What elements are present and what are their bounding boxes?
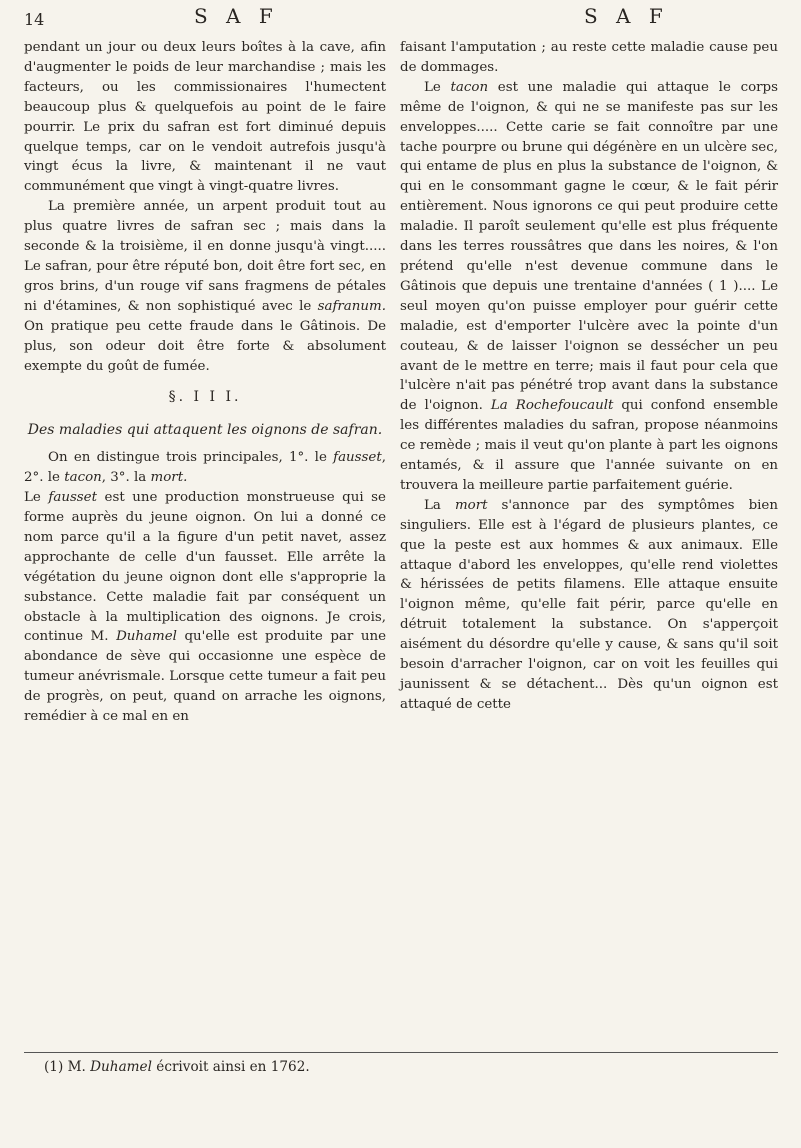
section-title: Des maladies qui attaquent les oignons de safran. — [27, 422, 383, 439]
right-column — [400, 38, 778, 715]
section-number: §. I I I. — [168, 389, 242, 406]
paragraph: On en distingue trois principales, 1°. le fausset, 2°. le tacon, 3°. la mort. — [24, 450, 386, 486]
left-running-title: S A F — [194, 4, 279, 28]
paragraph: La première année, un arpent produit tout au plus quatre livres de safran sec ; mais dans la seconde & la troisième, il en donne jusqu'à vingt..... Le safran, pour être réputé bon, doit être fort sec, en gros brins, d'un rouge vif sans fragmens de pétales ni d'étamines, & non sophistiqué avec le safranum. On pratique peu cette fraude dans le Gâtinois. De plus, son odeur doit être forte & absolument exempte du goût de fumée. — [24, 199, 386, 374]
paragraph: Le fausset est une production monstrueuse qui se forme auprès du jeune oignon. On lui a donné ce nom parce qu'il a la figure d'un petit navet, assez approchante de celle d'un fausset. Elle arrête la végétation du jeune oignon dont elle s'approprie la substance. Cette maladie fait par conséquent un obstacle à la multiplication des oignons. Je crois, continue M. Duhamel qu'elle est produite par une abondance de sève qui occasionne une espèce de tumeur anévrismale. Lorsque cette tumeur a fait peu de progrès, on peut, quand on arrache les oignons, remédier à ce mal en en — [24, 490, 386, 725]
paragraph: Le tacon est une maladie qui attaque le corps même de l'oignon, & qui ne se manifeste pas sur les enveloppes..... Cette carie se fait connoître par une tache pourpre ou brune qui dégénère en un ulcère sec, qui entame de plus en plus la substance de l'oignon, & qui en le consommant gagne le cœur, & le fait périr entièrement. Nous ignorons ce qui peut produire cette maladie. Il paroît seulement qu'elle est plus fréquente dans les terres roussâtres que dans les noires, & l'on prétend qu'elle n'est devenue commune dans le Gâtinois que depuis une trentaine d'années ( 1 ).... Le seul moyen qu'on puisse employer pour guérir cette maladie, est d'emporter l'ulcère avec la pointe d'un couteau, & de laisser l'oignon se dessécher un peu avant de le mettre en terre; mais il faut pour cela que l'ulcère n'ait pas pénétré trop avant dans la substance de l'oignon. La Rochefoucault qui confond ensemble les différentes maladies du safran, propose néanmoins ce remède ; mais il veut qu'on plante à part les oignons entamés, & il assure que l'année suivante on en trouvera la meilleure partie parfaitement guérie. — [400, 79, 779, 493]
page-header — [24, 4, 784, 38]
paragraph: La mort s'annonce par des symptômes bien singuliers. Elle est à l'égard de plusieurs plantes, ce que la peste est aux hommes & aux animaux. Elle attaque d'abord les enveloppes, qu'elle rend violettes & hérissées de petits filamens. Elle attaque ensuite l'oignon même, qu'elle fait périr, parce qu'elle en détruit totalement la substance. On s'apperçoit aisément du désordre qu'elle y cause, & sans qu'il soit besoin d'arracher l'oignon, car on voit les feuilles qui jaunissent & se détachent... Dès qu'un oignon est attaqué de cette — [400, 497, 778, 712]
page-number: 14 — [24, 10, 45, 29]
left-column — [24, 38, 386, 727]
right-running-title: S A F — [584, 4, 669, 28]
footnote-rule — [24, 1052, 778, 1053]
paragraph: pendant un jour ou deux leurs boîtes à la cave, afin d'augmenter le poids de leur marchandise ; mais les facteurs, ou les commissionaires l'humectent beaucoup plus & quelquefois au point de le faire pourrir. Le prix du safran est fort diminué depuis quelque temps, car on le vendoit autrefois jusqu'à vingt écus la livre, & maintenant il ne vaut communément que vingt à vingt-quatre livres. — [24, 40, 386, 195]
paragraph: faisant l'amputation ; au reste cette maladie cause peu de dommages. — [400, 40, 778, 75]
footnote: (1) M. Duhamel écrivoit ainsi en 1762. — [44, 1059, 310, 1075]
